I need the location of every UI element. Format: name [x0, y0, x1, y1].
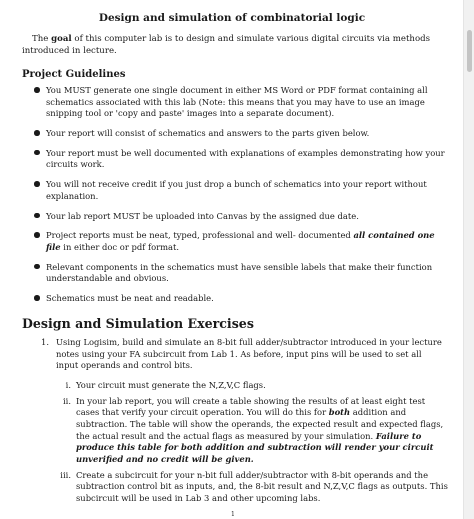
- guideline-item: [46, 85, 448, 120]
- subitem-text: Create a subcircuit for your n-bit full adder/subtractor with 8-bit operands and the subtraction control bit as inputs, and, the 8-bit result and N,Z,V,C flags as outputs. This subcircuit will be used in Lab 3 and other upcoming labs.: [76, 469, 448, 503]
- guideline-item: [46, 293, 448, 305]
- guideline-text: Schematics must be neat and readable.: [46, 293, 214, 304]
- guidelines-heading: Project Guidelines: [22, 69, 126, 80]
- subitem-number: i.: [65, 380, 71, 390]
- bullet-icon: [34, 87, 40, 93]
- guideline-text: You MUST generate one single document in either MS Word or PDF format containing all schematics associated with this lab (Note: this means that you may have to use an image snipping tool or 'copy and paste' images into a separate document).: [46, 85, 428, 119]
- subitem-warning: Failure to produce this table for both addition and subtraction will render your circuit unverified and no credit will be given.: [76, 430, 434, 464]
- exercise-subitems: [60, 380, 448, 509]
- guideline-text: Your report will consist of schematics and answers to the parts given below.: [46, 127, 370, 138]
- bullet-icon: [34, 150, 40, 156]
- intro-text-end: of this computer lab is to design and simulate various digital circuits via methods introduced in lecture.: [22, 34, 431, 56]
- guidelines-list: [46, 85, 448, 313]
- bullet-icon: [34, 232, 40, 238]
- vertical-scrollbar[interactable]: [463, 0, 474, 519]
- guideline-item: [46, 179, 448, 202]
- scrollbar-thumb[interactable]: [467, 30, 472, 72]
- design-exercises-heading: Design and Simulation Exercises: [22, 316, 254, 331]
- subitem-bold-word: both: [328, 407, 351, 418]
- guideline-text: Project reports must be neat, typed, professional and well- documented: [46, 230, 354, 241]
- exercise-text: Using Logisim, build and simulate an 8-bit full adder/subtractor introduced in your lecture notes using your FA subcircuit from Lab 1. As before, input pins will be used to set all input operands and control bits.: [56, 337, 442, 371]
- guideline-text: You will not receive credit if you just drop a bunch of schematics into your report without explanation.: [46, 179, 427, 201]
- bullet-icon: [34, 130, 40, 136]
- bullet-icon: [34, 295, 40, 301]
- guideline-item: [46, 211, 448, 223]
- exercise-item: [41, 337, 446, 372]
- intro-paragraph: [22, 33, 446, 57]
- intro-text-start: The: [32, 34, 52, 44]
- guideline-item: [46, 148, 448, 171]
- subitem-text-cont: addition and subtraction. The table will show the operands, the expected result and expected flags, the actual result and the actual flags as measured by your simulation.: [76, 407, 444, 441]
- subitem-text: Your circuit must generate the N,Z,V,C flags.: [76, 380, 266, 390]
- page-number: 1: [231, 511, 235, 518]
- guideline-text: Relevant components in the schematics must have sensible labels that make their function understandable and obvious.: [46, 261, 433, 284]
- subitem-number: ii.: [62, 395, 71, 406]
- bullet-icon: [34, 264, 40, 270]
- guideline-text-tail: in either doc or pdf format.: [60, 241, 180, 252]
- guideline-text: Your lab report MUST be uploaded into Canvas by the assigned due date.: [46, 210, 359, 221]
- document-title: Design and simulation of combinatorial logic: [98, 12, 366, 24]
- subitem-i: [65, 380, 448, 392]
- intro-goal-word: goal: [51, 34, 72, 44]
- bullet-icon: [34, 213, 40, 219]
- guideline-text: Your report must be well documented with explanations of examples demonstrating how your circuits work.: [46, 147, 445, 170]
- subitem-text: In your lab report, you will create a table showing the results of at least eight test cases that verify your circuit operation. You will do this for: [76, 395, 426, 418]
- subitem-iii: [60, 469, 448, 505]
- guideline-item: [46, 230, 448, 253]
- guideline-item: [46, 262, 448, 285]
- bullet-icon: [34, 181, 40, 187]
- guideline-item: [46, 128, 448, 140]
- subitem-number: iii.: [60, 469, 71, 480]
- subitem-ii: [62, 395, 448, 466]
- exercise-number: 1.: [41, 337, 49, 347]
- guideline-emphasis: all contained one file: [46, 230, 435, 252]
